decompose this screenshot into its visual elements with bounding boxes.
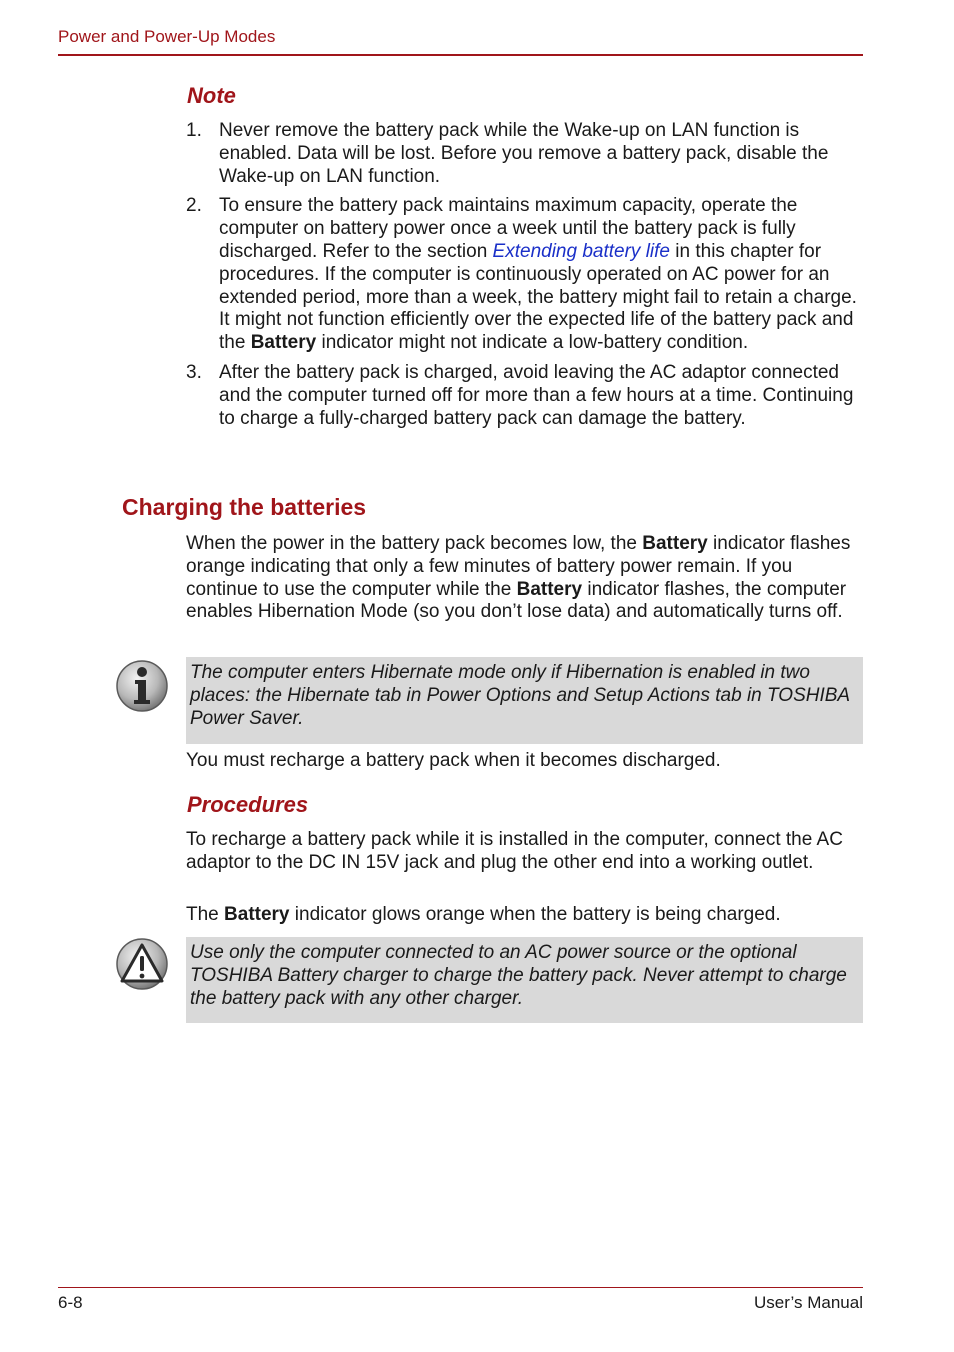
list-item xyxy=(186,195,863,355)
list-text: Never remove the battery pack while the Wake-up on LAN function is enabled. Data will be lost. Before you remove a battery pack, disable the Wake-up on LAN function. xyxy=(219,120,829,187)
note-heading: Note xyxy=(187,83,236,108)
list-text: After the battery pack is charged, avoid leaving the AC adaptor connected and the computer turned off for more than a few hours at a time. Continuing to charge a fully-charged battery pack can damage the battery. xyxy=(219,361,854,429)
procedures-heading: Procedures xyxy=(187,792,309,817)
text-part: indicator glows orange when the battery is being charged. xyxy=(289,904,781,925)
info-icon xyxy=(115,659,169,713)
charging-paragraph xyxy=(186,533,863,624)
running-header: Power and Power-Up Modes xyxy=(58,27,276,46)
list-text-part: indicator might not indicate a low-battery condition. xyxy=(316,332,749,354)
note-list xyxy=(186,120,863,437)
info-callout-text: The computer enters Hibernate mode only if Hibernation is enabled in two places: the Hibernate tab in Power Options and Setup Actions tab in TOSHIBA Power Saver. xyxy=(190,662,850,729)
battery-bold: Battery xyxy=(642,533,708,554)
footer-rule xyxy=(58,1287,863,1288)
text-part: When the power in the battery pack becomes low, the xyxy=(186,533,643,554)
section-heading: Charging the batteries xyxy=(122,494,367,520)
battery-bold: Battery xyxy=(250,332,317,354)
list-item xyxy=(186,362,863,430)
list-number: 3. xyxy=(186,361,202,383)
battery-bold: Battery xyxy=(516,578,583,600)
list-text-part: in this chapter for procedures. If the computer is continuously operated on AC power for an extended period, more than a week, the battery might fail to retain a charge. It might not function efficiently over the expected life of the battery pack and the xyxy=(219,240,857,354)
warning-callout-text: Use only the computer connected to an AC power source or the optional TOSHIBA Battery charger to charge the battery pack. Never attempt to charge the battery pack with any other charger. xyxy=(190,942,847,1009)
manual-title: User’s Manual xyxy=(754,1293,863,1312)
text-part: The xyxy=(186,904,225,925)
battery-indicator-paragraph xyxy=(186,904,863,927)
list-item xyxy=(186,120,863,188)
list-number: 1. xyxy=(186,120,202,141)
page-number: 6-8 xyxy=(58,1293,83,1312)
recharge-paragraph: You must recharge a battery pack when it becomes discharged. xyxy=(186,750,721,771)
text-part: indicator flashes orange indicating that only a few minutes of battery power remain. If you continue to use the computer while the xyxy=(186,533,851,600)
text-part: indicator flashes, the computer enables Hibernation Mode (so you don’t lose data) and automatically turns off. xyxy=(186,578,847,623)
warning-callout xyxy=(186,937,863,1023)
extending-battery-life-link[interactable]: Extending battery life xyxy=(492,240,670,262)
list-number: 2. xyxy=(186,195,202,217)
battery-bold: Battery xyxy=(224,904,290,925)
procedures-paragraph: To recharge a battery pack while it is installed in the computer, connect the AC adaptor to the DC IN 15V jack and plug the other end into a working outlet. xyxy=(186,829,843,873)
warning-icon xyxy=(115,937,169,991)
info-callout xyxy=(186,657,863,744)
list-text xyxy=(219,195,863,355)
list-text-part: To ensure the battery pack maintains maximum capacity, operate the computer on battery power once a week until the battery pack is fully discharged. Refer to the section xyxy=(219,195,798,262)
header-rule xyxy=(58,54,863,56)
